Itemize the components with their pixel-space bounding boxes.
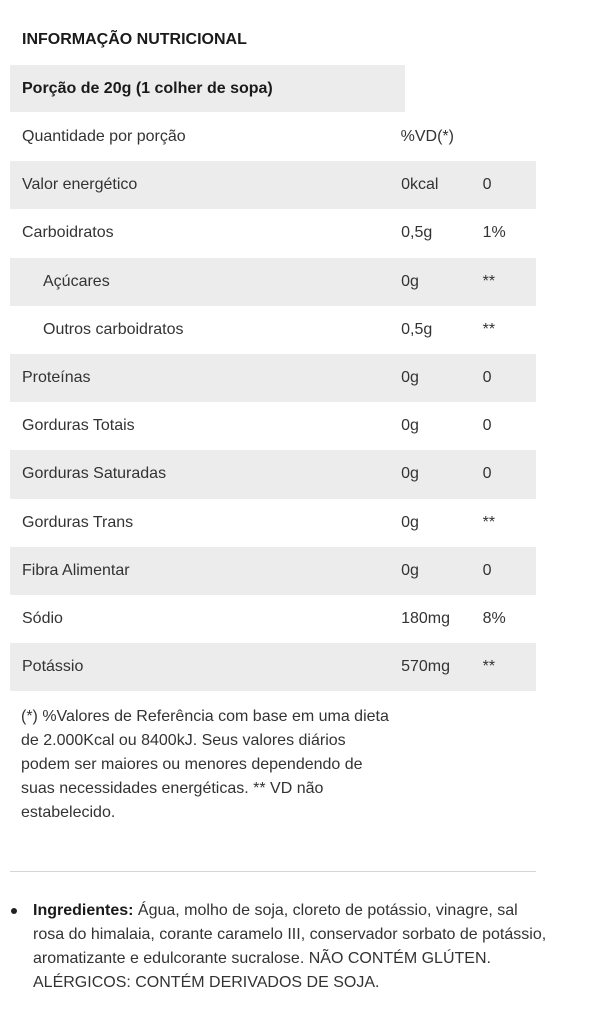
- nutrient-name: Proteínas: [22, 369, 91, 387]
- table-row: [10, 547, 536, 595]
- reference-footnote: (*) %Valores de Referência com base em uma dieta de 2.000Kcal ou 8400kJ. Seus valores diários podem ser maiores ou menores dependendo de suas necessidades energéticas. ** VD não estabelecido.: [21, 708, 389, 821]
- nutrient-amount: 0g: [401, 561, 419, 579]
- nutrient-name: Fibra Alimentar: [22, 561, 130, 579]
- header-vd-label: %VD(*): [400, 128, 454, 146]
- nutrient-vd: **: [482, 658, 496, 676]
- nutrient-vd: 0: [482, 417, 492, 435]
- nutrient-vd: **: [482, 320, 496, 338]
- nutrient-name: Gorduras Saturadas: [22, 465, 167, 483]
- nutrient-amount: 180mg: [401, 609, 451, 627]
- nutrient-name: Gorduras Totais: [22, 417, 135, 435]
- nutrient-name: Potássio: [22, 658, 84, 676]
- nutrient-amount: 0g: [401, 417, 419, 435]
- portion-size: Porção de 20g (1 colher de sopa): [10, 65, 405, 112]
- ingredients-text: Água, molho de soja, cloreto de potássio, vinagre, sal rosa do himalaia, corante caramelo III, conservador sorbato de potássio, aromatizante e edulcorante sucralose. NÃO CONTÉM GLÚTEN. ALÉRGICOS: CONTÉM DERIVADOS DE SOJA.: [33, 902, 547, 991]
- table-row: [10, 643, 536, 691]
- nutrient-vd: **: [482, 513, 496, 531]
- nutrient-vd: 8%: [482, 609, 506, 627]
- nutrient-vd: **: [482, 272, 496, 290]
- nutrient-amount: 0g: [401, 513, 419, 531]
- nutrient-amount: 570mg: [401, 658, 451, 676]
- nutrient-vd: 0: [482, 369, 492, 387]
- nutrient-amount: 0g: [401, 369, 419, 387]
- table-header-row: [10, 113, 536, 161]
- nutrient-name: Gorduras Trans: [22, 513, 134, 531]
- nutrient-vd: 1%: [482, 224, 506, 242]
- nutrient-vd: 0: [482, 561, 492, 579]
- nutrition-table: [10, 113, 536, 691]
- nutrient-name: Outros carboidratos: [43, 320, 184, 338]
- nutrient-amount: 0g: [401, 272, 419, 290]
- nutrient-name: Carboidratos: [22, 224, 114, 242]
- table-row: [10, 595, 536, 643]
- nutrient-amount: 0kcal: [401, 176, 439, 194]
- table-row: [10, 306, 536, 354]
- nutrient-vd: 0: [482, 176, 492, 194]
- table-row: [10, 450, 536, 498]
- ingredients-list-item: [33, 899, 553, 995]
- nutrient-name: Sódio: [22, 609, 63, 627]
- table-row: [10, 209, 536, 257]
- ingredients-label: Ingredientes:: [33, 902, 134, 919]
- header-quantity-label: Quantidade por porção: [22, 128, 186, 146]
- nutrient-name: Valor energético: [22, 176, 138, 194]
- nutrient-vd: 0: [482, 465, 492, 483]
- nutrient-amount: 0,5g: [401, 320, 433, 338]
- table-row: [10, 499, 536, 547]
- nutrient-name: Açúcares: [43, 272, 110, 290]
- table-row: [10, 161, 536, 209]
- section-divider: [10, 871, 536, 872]
- table-row: [10, 354, 536, 402]
- nutrition-title: INFORMAÇÃO NUTRICIONAL: [22, 31, 247, 48]
- table-row: [10, 402, 536, 450]
- nutrient-amount: 0g: [401, 465, 419, 483]
- nutrient-amount: 0,5g: [401, 224, 433, 242]
- bullet-dot-icon: [11, 908, 17, 914]
- table-row: [10, 258, 536, 306]
